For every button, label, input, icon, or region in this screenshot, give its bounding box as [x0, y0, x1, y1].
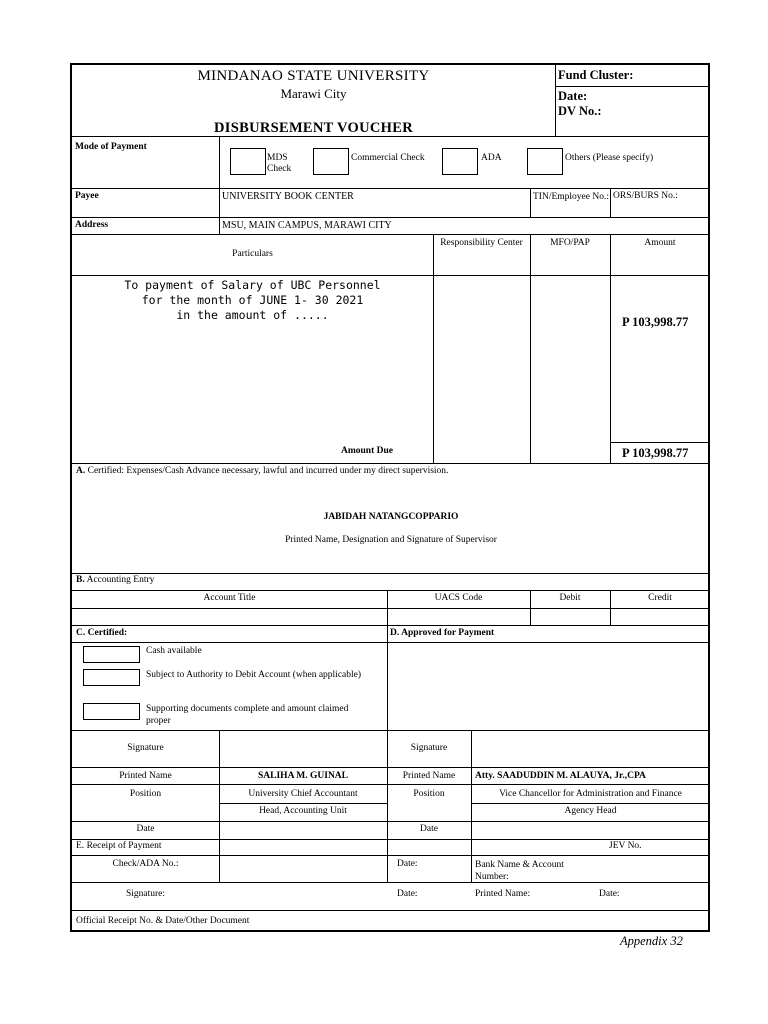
official-receipt-label: Official Receipt No. & Date/Other Document [76, 916, 250, 926]
tin-employee-label: TIN/Employee No.: [533, 192, 609, 202]
right-signatory-position: Vice Chancellor for Administration and Finance [499, 789, 682, 799]
section-c-letter: C. [76, 628, 86, 638]
bank-account-label: Bank Name & Account Number: [475, 860, 564, 882]
account-title-header: Account Title [203, 593, 256, 603]
right-signatory-unit: Agency Head [564, 806, 617, 816]
left-signatory-name: SALIHA M. GUINAL [258, 771, 348, 781]
section-b-letter: B. [76, 575, 85, 585]
rule [72, 463, 710, 464]
commercial-check-label: Commercial Check [351, 153, 425, 163]
ors-burs-label: ORS/BURS No.: [613, 191, 678, 201]
printed-name-label-right: Printed Name [402, 771, 456, 781]
section-a-certification [76, 466, 448, 476]
left-signatory-position: University Chief Accountant [248, 789, 358, 799]
left-signatory-unit: Head, Accounting Unit [259, 806, 347, 816]
particulars-header: Particulars [232, 249, 273, 259]
cash-available-label: Cash available [146, 646, 202, 656]
rule [72, 784, 710, 785]
section-e-letter: E. [76, 841, 85, 851]
commercial-check-checkbox[interactable] [313, 148, 349, 175]
rule [610, 234, 611, 463]
appendix-label: Appendix 32 [620, 934, 683, 948]
dv-no-label: DV No.: [558, 104, 602, 118]
address-label: Address [75, 220, 109, 230]
disbursement-voucher-form [70, 63, 710, 932]
date-label-right: Date [420, 824, 438, 834]
rule [219, 803, 387, 804]
university-city: Marawi City [280, 86, 347, 101]
section-b-title [76, 575, 154, 585]
rule [72, 882, 710, 883]
rule [72, 590, 710, 591]
section-c-title [76, 628, 127, 638]
rule [471, 803, 710, 804]
rule [72, 767, 710, 768]
particulars-line: in the amount of ..... [176, 308, 329, 322]
section-c-text: Certified: [87, 628, 128, 638]
payee-value[interactable]: UNIVERSITY BOOK CENTER [222, 191, 354, 202]
section-d-letter: D. [390, 628, 400, 638]
rule [72, 188, 710, 189]
mds-check-label: MDS Check [267, 153, 292, 174]
rule [72, 821, 710, 822]
rule [555, 65, 556, 136]
rule [72, 217, 710, 218]
others-label: Others (Please specify) [565, 153, 654, 163]
mfo-pap-header: MFO/PAP [550, 238, 590, 248]
rule [72, 910, 710, 911]
particulars-line: To payment of Salary of UBC Personnel [124, 278, 381, 292]
section-b-text: Accounting Entry [86, 575, 155, 585]
credit-header: Credit [648, 593, 672, 603]
section-e-text: Receipt of Payment [86, 841, 162, 851]
rule [72, 625, 710, 626]
rule [530, 188, 531, 217]
document-title: DISBURSEMENT VOUCHER [214, 120, 413, 136]
signature-label-left: Signature [127, 743, 164, 753]
rule [610, 188, 611, 217]
mode-of-payment-label: Mode of Payment [75, 142, 147, 152]
section-d-text: Approved for Payment [401, 628, 495, 638]
receipt-printed-name-label: Printed Name: [475, 889, 531, 899]
rule [72, 642, 710, 643]
debit-header: Debit [559, 593, 581, 603]
position-label-right: Position [413, 789, 445, 799]
supporting-documents-checkbox[interactable] [83, 703, 140, 720]
ada-label: ADA [481, 153, 502, 163]
receipt-signature-date-label: Date: [397, 889, 418, 899]
university-name: MINDANAO STATE UNIVERSITY [197, 68, 430, 84]
responsibility-center-header: Responsibility Center [440, 238, 523, 248]
ada-checkbox[interactable] [442, 148, 478, 175]
date-label: Date: [558, 89, 588, 103]
section-e-title [76, 841, 162, 851]
rule [72, 608, 710, 609]
amount-due-value: P 103,998.77 [622, 446, 689, 460]
particulars-line: for the month of JUNE 1- 30 2021 [141, 293, 364, 307]
position-label-left: Position [129, 789, 162, 799]
rule [72, 573, 710, 574]
supervisor-name: JABIDAH NATANGCOPPARIO [323, 512, 459, 522]
rule [219, 136, 220, 188]
payee-label: Payee [75, 191, 99, 201]
section-a-text: Certified: Expenses/Cash Advance necessary, lawful and incurred under my direct supervision. [87, 466, 449, 476]
receipt-signature-label: Signature: [125, 889, 166, 899]
particulars-amount: P 103,998.77 [622, 315, 689, 329]
mds-check-checkbox[interactable] [230, 148, 266, 175]
amount-due-label: Amount Due [341, 446, 393, 456]
section-d-title [390, 628, 494, 638]
jev-no-label: JEV No. [609, 841, 642, 851]
check-ada-no-label: Check/ADA No.: [112, 859, 179, 869]
rule [72, 234, 710, 235]
right-signatory-name: Atty. SAADUDDIN M. ALAUYA, Jr.,CPA [475, 771, 646, 781]
authority-debit-label: Subject to Authority to Debit Account (when applicable) [146, 670, 362, 680]
amount-header: Amount [644, 238, 676, 248]
rule [219, 188, 220, 234]
supporting-documents-label: Supporting documents complete and amount claimed proper [146, 704, 349, 726]
rule [72, 275, 710, 276]
cash-available-checkbox[interactable] [83, 646, 140, 663]
date-label-left: Date [136, 824, 155, 834]
rule [610, 442, 710, 443]
others-checkbox[interactable] [527, 148, 563, 175]
rule [433, 234, 434, 463]
fund-cluster-label: Fund Cluster: [558, 68, 634, 82]
uacs-code-header: UACS Code [434, 593, 483, 603]
authority-debit-checkbox[interactable] [83, 669, 140, 686]
rule [72, 839, 710, 840]
rule [72, 855, 710, 856]
rule [530, 234, 531, 463]
receipt-printed-date-label: Date: [599, 889, 620, 899]
receipt-date-label: Date: [397, 859, 418, 869]
rule [555, 86, 710, 87]
supervisor-caption: Printed Name, Designation and Signature of Supervisor [285, 535, 497, 545]
section-a-letter: A. [76, 466, 86, 476]
printed-name-label-left: Printed Name [119, 771, 172, 781]
signature-label-right: Signature [410, 743, 448, 753]
address-value[interactable]: MSU, MAIN CAMPUS, MARAWI CITY [222, 220, 392, 231]
rule [72, 730, 710, 731]
